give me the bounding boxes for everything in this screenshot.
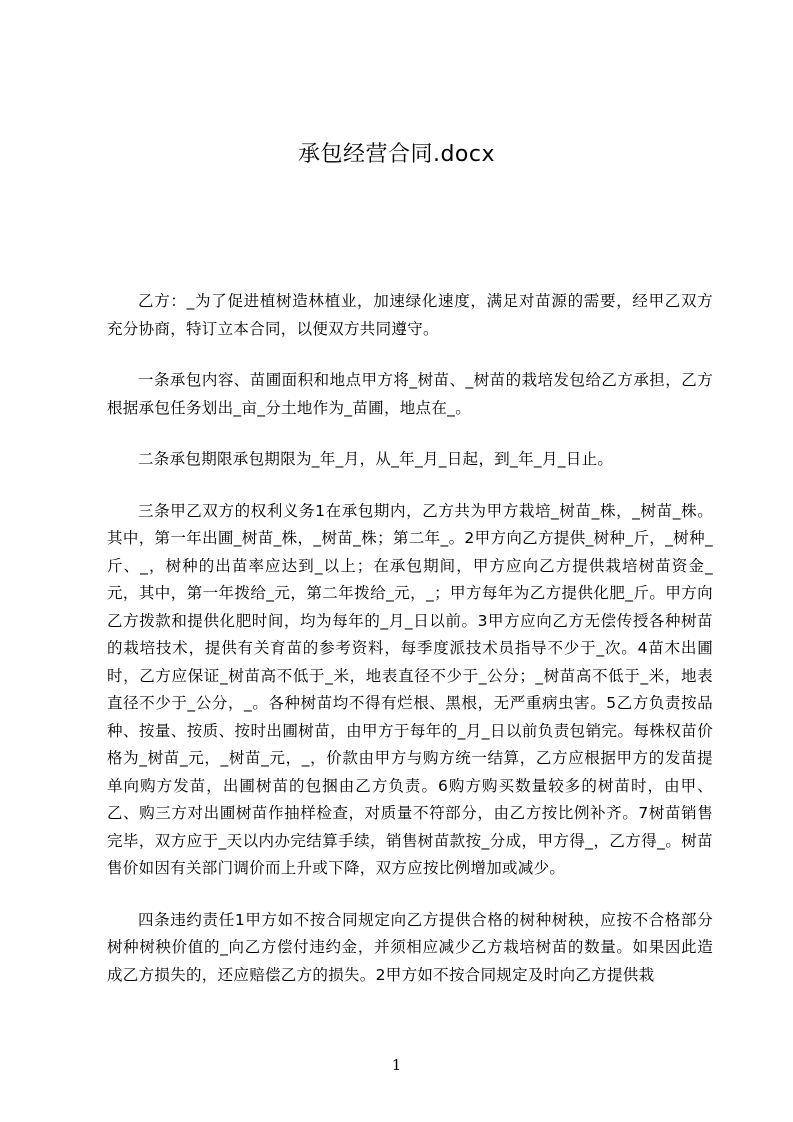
- paragraph-article-2: 二条承包期限承包期限为_年_月，从_年_月_日起，到_年_月_日止。: [138, 450, 614, 468]
- paragraph-article-1: 一条承包内容、苗圃面积和地点甲方将_树苗、_树苗的栽培发包给乙方承担，乙方根据承包任务划出_亩_分土地作为_苗圃，地点在_。: [107, 371, 713, 417]
- paragraph-article-4: 四条违约责任1甲方如不按合同规定向乙方提供合格的树种树秧，应按不合格部分树种树秧价值的_向乙方偿付违约金，并须相应减少乙方栽培树苗的数量。如果因此造成乙方损失的，还应赔偿乙方的损失。2甲方如不按合同规定及时向乙方提供栽: [107, 910, 713, 984]
- page-number: 1: [391, 1056, 402, 1074]
- document-body: [107, 288, 713, 1013]
- paragraph-preamble: 乙方：_为了促进植树造林植业，加速绿化速度，满足对苗源的需要，经甲乙双方充分协商，特订立本合同，以便双方共同遵守。: [107, 292, 713, 338]
- paragraph-article-3: 三条甲乙双方的权利义务1在承包期内，乙方共为甲方栽培_树苗_株，_树苗_株。其中，第一年出圃_树苗_株，_树苗_株；第二年_。2甲方向乙方提供_树种_斤，_树种_斤、_，树种的出苗率应达到_以上；在承包期间，甲方应向乙方提供栽培树苗资金_元，其中，第一年拨给_元，第二年拨给_元，_；甲方每年为乙方提供化肥_斤。甲方向乙方拨款和提供化肥时间，均为每年的_月_日以前。3甲方应向乙方无偿传授各种树苗的栽培技术，提供有关育苗的参考资料，每季度派技术员指导不少于_次。4苗木出圃时，乙方应保证_树苗高不低于_米，地表直径不少于_公分；_树苗高不低于_米，地表直径不少于_公分，_。各种树苗均不得有烂根、黑根，无严重病虫害。5乙方负责按品种、按量、按质、按时出圃树苗，由甲方于每年的_月_日以前负责包销完。每株权苗价格为_树苗_元，_树苗_元，_，价款由甲方与购方统一结算，乙方应根据甲方的发苗提单向购方发苗，出圃树苗的包捆由乙方负责。6购方购买数量较多的树苗时，由甲、乙、购三方对出圃树苗作抽样检查，对质量不符部分，由乙方按比例补齐。7树苗销售完毕，双方应于_天以内办完结算手续，销售树苗款按_分成，甲方得_，乙方得_。树苗售价如因有关部门调价而上升或下降，双方应按比例增加或减少。: [107, 501, 713, 877]
- document-title: 承包经营合同.docx: [297, 142, 496, 167]
